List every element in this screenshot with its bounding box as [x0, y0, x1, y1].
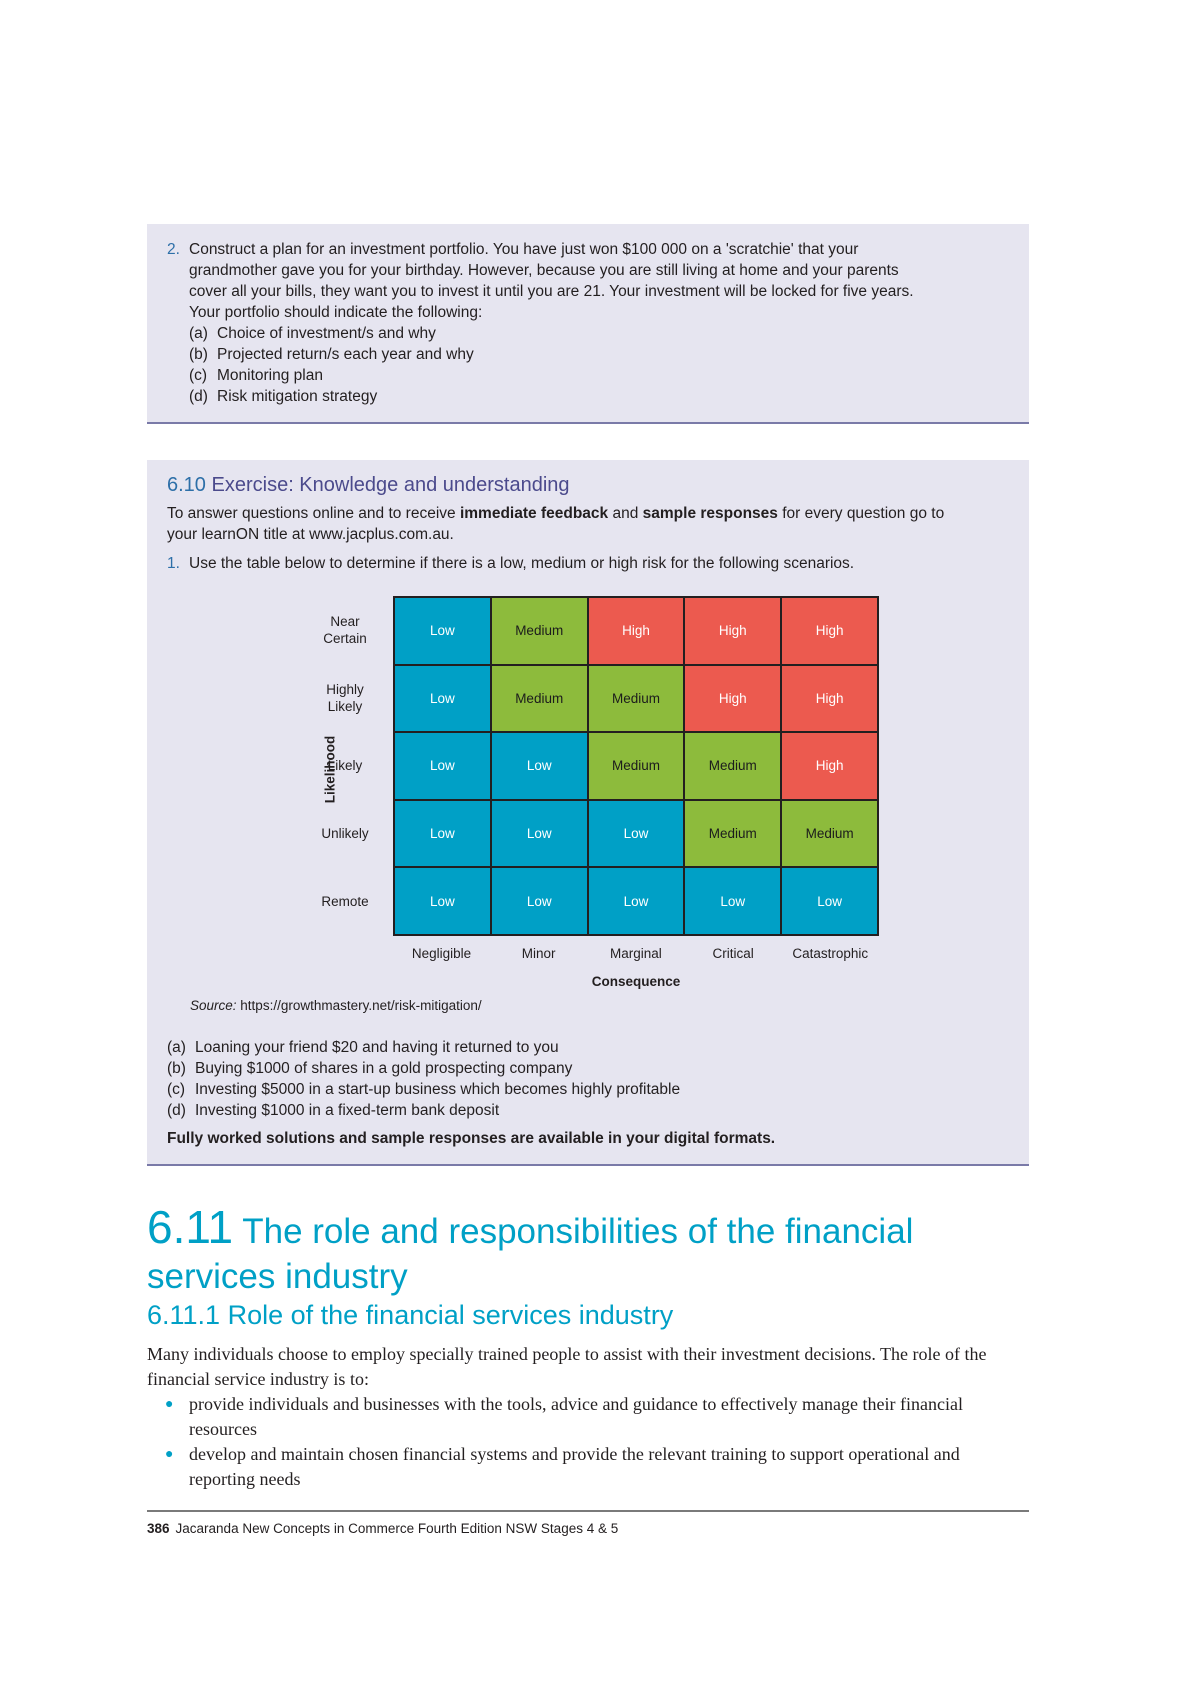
subitem-c: (c) Monitoring plan [189, 367, 323, 384]
risk-cell: Medium [491, 597, 588, 665]
exercise-title: 6.10 Exercise: Knowledge and understanding [167, 474, 570, 496]
subsection-heading: 6.11.1 Role of the financial services industry [147, 1300, 674, 1330]
risk-cell: Medium [684, 732, 781, 800]
scenario-c: (c) Investing $5000 in a start-up business which becomes highly profitable [167, 1081, 681, 1098]
risk-cell: Low [491, 867, 588, 935]
book-title: Jacaranda New Concepts in Commerce Fourth Edition NSW Stages 4 & 5 [175, 1521, 619, 1536]
bullet-icon: ● [165, 1447, 174, 1462]
bullet-icon: ● [165, 1397, 174, 1412]
full-solutions-note: Fully worked solutions and sample responses are available in your digital formats. [167, 1130, 776, 1147]
consequence-column-label: Minor [521, 946, 556, 961]
risk-cell: Low [394, 732, 491, 800]
scenario-b: (b) Buying $1000 of shares in a gold prospecting company [167, 1060, 573, 1077]
scenario-list [167, 1037, 680, 1121]
risk-cell: Medium [588, 665, 685, 733]
risk-cell: Medium [491, 665, 588, 733]
question-number: 2. [167, 241, 180, 258]
risk-cell: Medium [588, 732, 685, 800]
risk-cell: High [781, 597, 878, 665]
question-2-line-2: grandmother gave you for your birthday. However, because you are still living at home and your parents [189, 262, 899, 279]
risk-cell: High [781, 732, 878, 800]
consequence-axis-label: Consequence [591, 974, 681, 989]
subitem-a: (a) Choice of investment/s and why [189, 325, 436, 342]
question-2-box [147, 224, 1029, 424]
likelihood-row-label: Highly Likely [326, 682, 364, 714]
risk-cell: Low [491, 732, 588, 800]
subitem-b: (b) Projected return/s each year and why [189, 346, 474, 363]
likelihood-row-label: Near Certain [323, 614, 367, 646]
section-heading: 6.11 The role and responsibilities of the financial services industry [147, 1201, 914, 1296]
risk-cell: Low [684, 867, 781, 935]
question-2-line-1: 2. Construct a plan for an investment portfolio. You have just won $100 000 on a 'scratchie' that your [167, 241, 859, 258]
risk-cell: High [588, 597, 685, 665]
likelihood-row-label: Likely [327, 758, 363, 773]
footer-divider [147, 1510, 1029, 1512]
risk-cell: Medium [684, 800, 781, 868]
risk-cell: Low [394, 800, 491, 868]
risk-cell: Low [394, 597, 491, 665]
risk-cell: High [684, 665, 781, 733]
likelihood-row-label: Unlikely [321, 826, 369, 841]
risk-cell: Low [588, 800, 685, 868]
subitem-d: (d) Risk mitigation strategy [189, 388, 378, 405]
question-2-line-4: Your portfolio should indicate the following: [189, 304, 483, 321]
risk-cell: Low [394, 665, 491, 733]
risk-cell: Medium [781, 800, 878, 868]
section-body [147, 1342, 1027, 1492]
exercise-intro: To answer questions online and to receive immediate feedback and sample responses for every question go to your learnON title at www.jacplus.com.au. [167, 505, 945, 543]
risk-cell: Low [588, 867, 685, 935]
body-paragraph: Many individuals choose to employ specially trained people to assist with their investment decisions. The role of the financial service industry is to: [147, 1344, 987, 1389]
consequence-column-label: Catastrophic [792, 946, 869, 961]
likelihood-axis-label: Likelihood [322, 735, 338, 804]
risk-cell: Low [781, 867, 878, 935]
page-number: 386 [147, 1521, 170, 1536]
bullet-item: ● develop and maintain chosen financial systems and provide the relevant training to support operational and reporting needs [147, 1442, 1027, 1492]
likelihood-row-label: Remote [321, 894, 369, 909]
consequence-column-label: Critical [712, 946, 754, 961]
risk-cell: Low [491, 800, 588, 868]
scenario-d: (d) Investing $1000 in a fixed-term bank deposit [167, 1102, 500, 1119]
risk-cell: Low [394, 867, 491, 935]
bullet-item: ● provide individuals and businesses with the tools, advice and guidance to effectively manage their financial resources [147, 1392, 1027, 1442]
consequence-column-label: Marginal [610, 946, 662, 961]
question-1: 1. Use the table below to determine if there is a low, medium or high risk for the following scenarios. [167, 555, 855, 572]
risk-cell: High [684, 597, 781, 665]
consequence-column-label: Negligible [411, 946, 472, 961]
question-2-line-3: cover all your bills, they want you to invest it until you are 21. Your investment will be locked for five years. [189, 283, 914, 300]
page-footer [147, 1521, 618, 1536]
risk-matrix [393, 596, 879, 936]
source-citation: Source: https://growthmastery.net/risk-mitigation/ [190, 998, 482, 1013]
scenario-a: (a) Loaning your friend $20 and having it returned to you [167, 1039, 559, 1056]
risk-cell: High [781, 665, 878, 733]
